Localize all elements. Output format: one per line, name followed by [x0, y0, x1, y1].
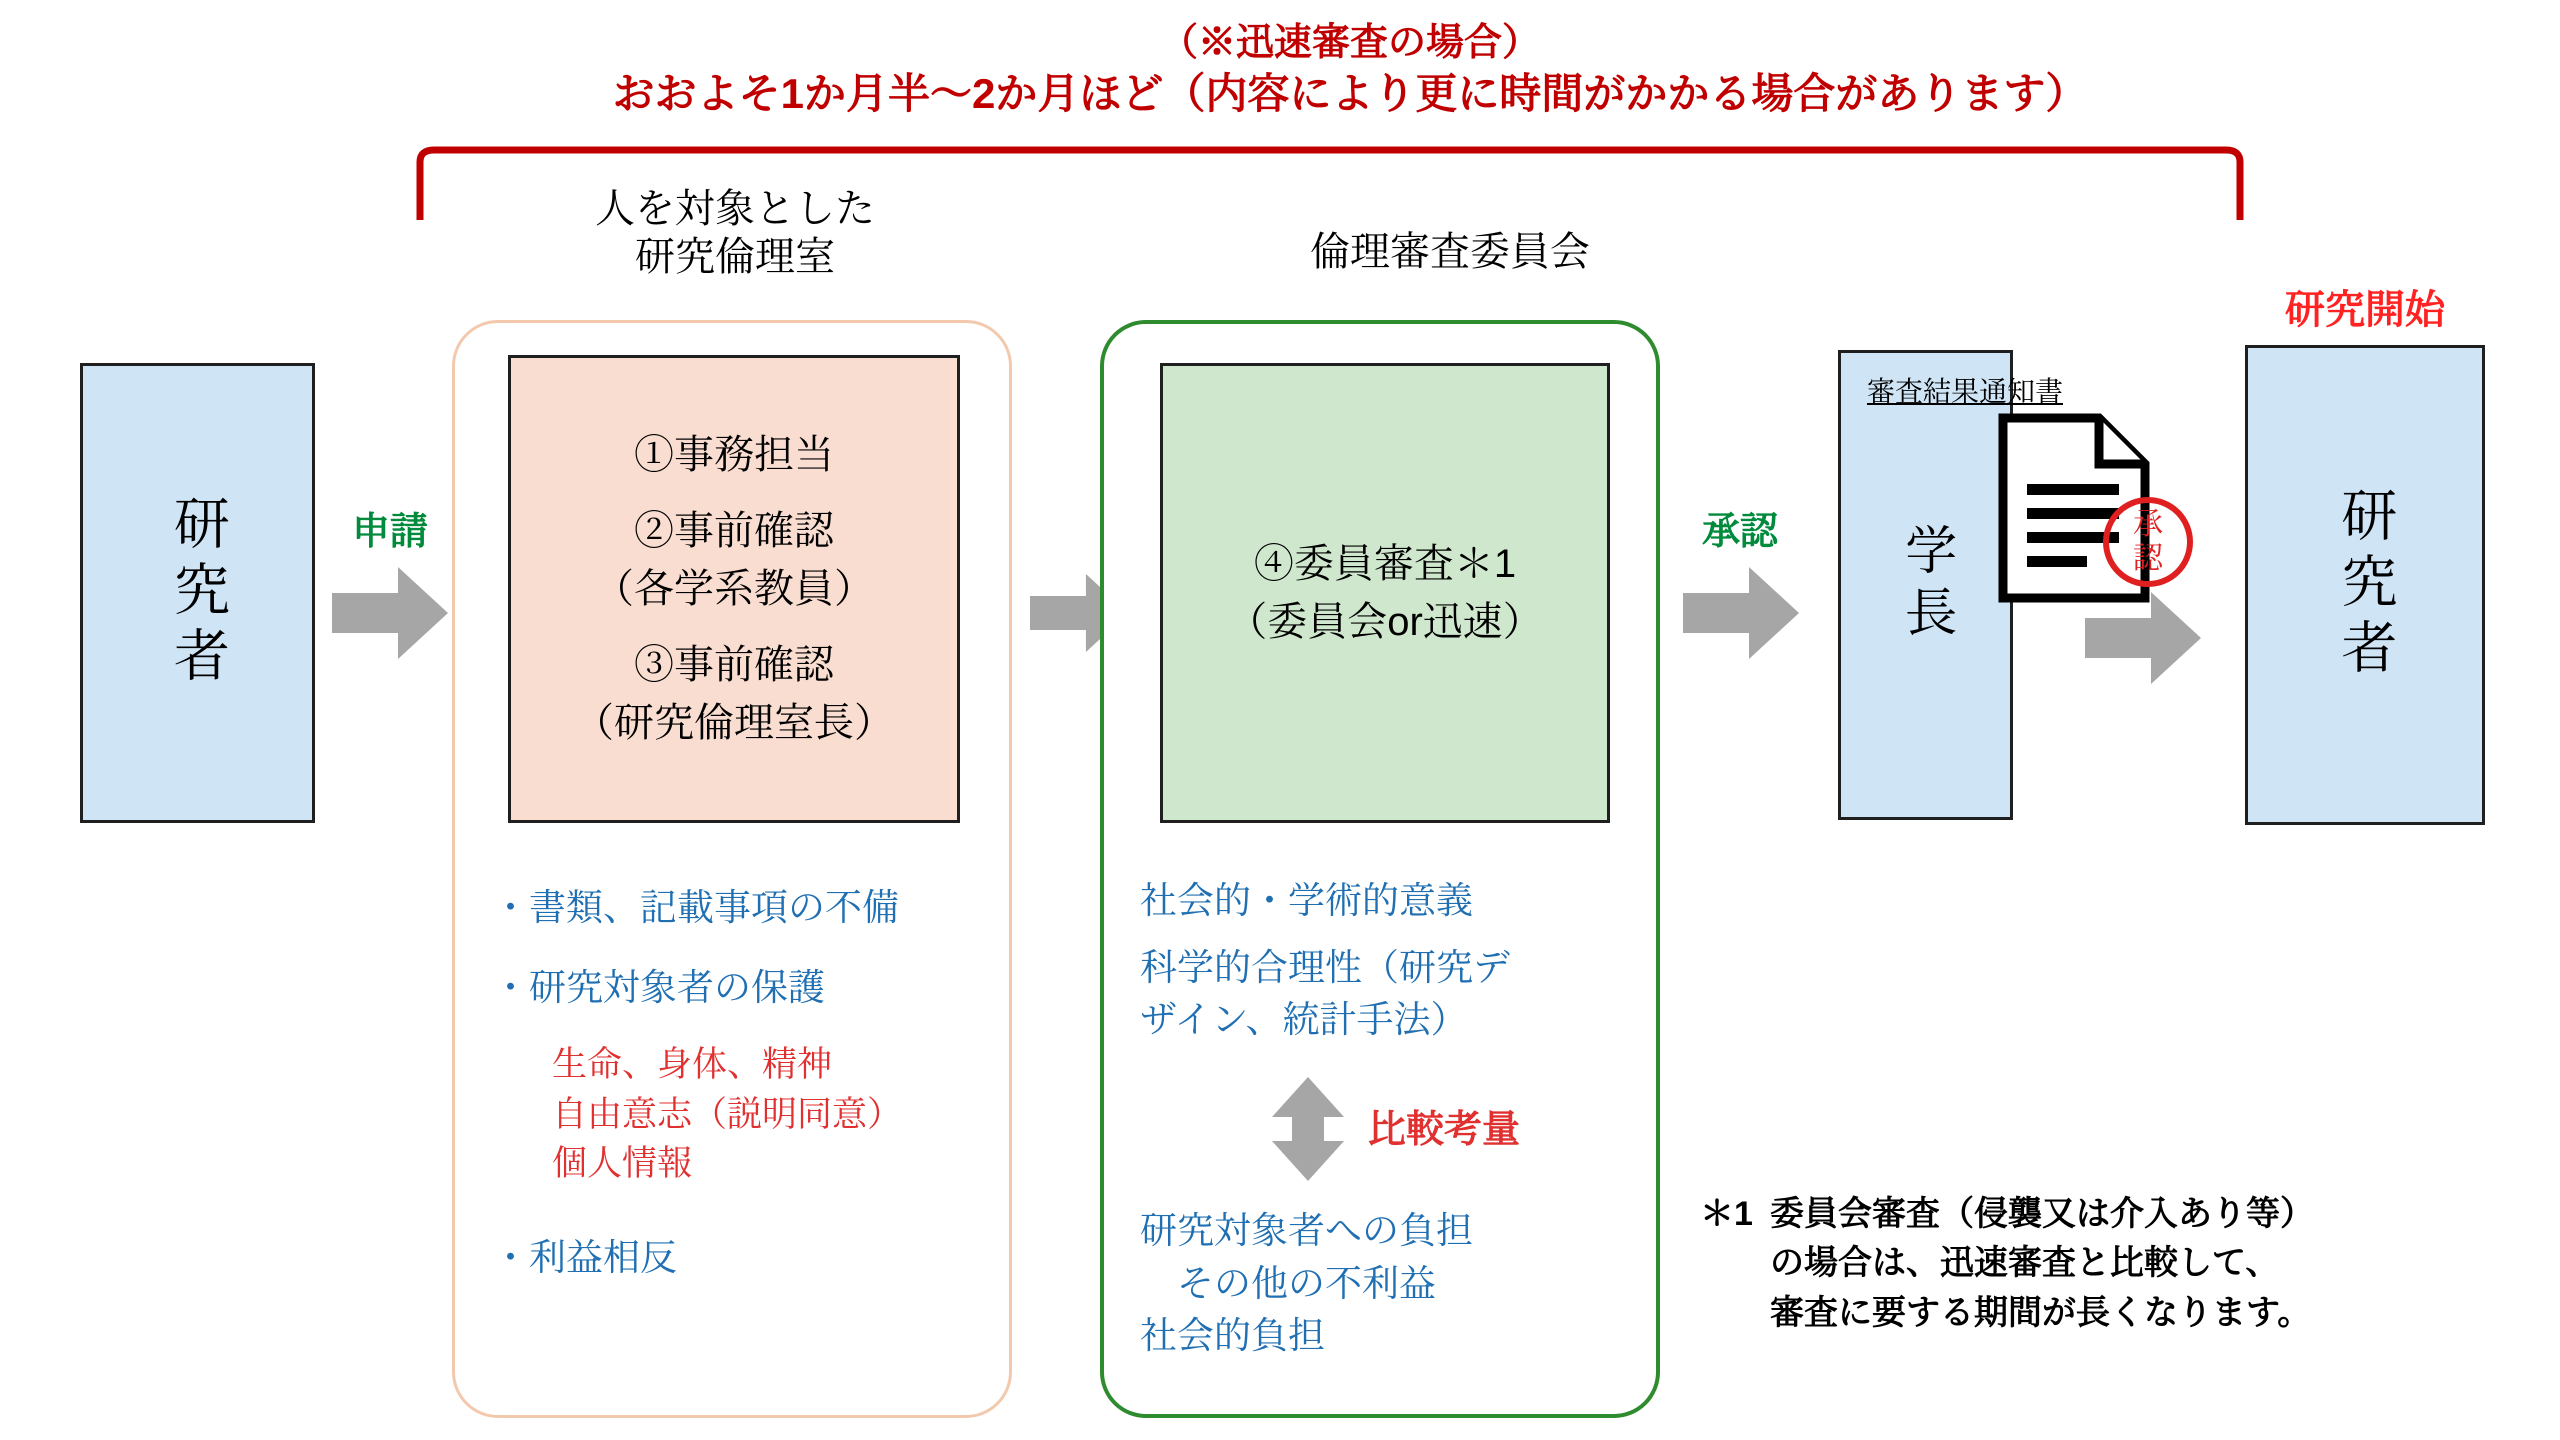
- heading-ethics-office-line1: 人を対象とした: [595, 187, 875, 231]
- label-approval: 承認: [1701, 511, 1778, 553]
- office-subnote-protection: [552, 1040, 1052, 1189]
- committee-step-1: ④委員審査＊1: [1253, 542, 1517, 586]
- label-application: 申請: [351, 511, 428, 553]
- heading-ethics-office-line2: 研究倫理室: [635, 235, 835, 279]
- office-step-2: ②事前確認: [634, 509, 834, 553]
- footnote-marker: ＊1: [1700, 1195, 1753, 1233]
- label-comparative-consideration: 比較考量: [1368, 1109, 1521, 1151]
- committee-note-top-3: ザイン、統計手法）: [1140, 999, 1468, 1041]
- office-steps-list: [511, 358, 957, 820]
- box-researcher-left: [80, 363, 315, 823]
- footnote-line3: 審査に要する期間が長くなります。: [1770, 1293, 2312, 1332]
- office-subnote-line2: 自由意志（説明同意）: [552, 1094, 903, 1134]
- box-researcher-left-label: 研究者: [166, 494, 230, 692]
- box-president: [1838, 350, 2013, 820]
- footnote-text: [1770, 1190, 2314, 1338]
- timeline-note-line1: （※迅速審査の場合）: [1159, 22, 1540, 64]
- arrow-compare-icon: [1268, 1075, 1348, 1183]
- committee-note-bottom-2: その他の不利益: [1140, 1262, 1436, 1304]
- footnote-line1: 委員会審査（侵襲又は介入あり等）: [1770, 1195, 2314, 1233]
- footnote-block: [1700, 1190, 2530, 1338]
- office-bullet-coi: ・利益相反: [492, 1237, 677, 1278]
- timeline-note-line2: おおよそ1か月半〜2か月ほど（内容により更に時間がかかる場合があります）: [612, 69, 2088, 117]
- office-subnote-line1: 生命、身体、精神: [552, 1045, 833, 1084]
- arrow-approve-icon: [1678, 565, 1806, 661]
- box-committee-review: [1160, 363, 1610, 823]
- committee-note-bottom-3: 社会的負担: [1140, 1315, 1325, 1357]
- arrow-notify-researcher-icon: [2080, 590, 2208, 686]
- office-bullet-protection: ・研究対象者の保護: [492, 967, 825, 1008]
- svg-text:認: 認: [2133, 542, 2163, 575]
- office-step-3: ③事前確認: [634, 643, 834, 687]
- committee-notes-top: [1140, 875, 1660, 1047]
- svg-text:承: 承: [2133, 508, 2163, 541]
- arrow-apply-icon: [332, 565, 450, 661]
- committee-step-1-sub: （委員会or迅速）: [1227, 600, 1543, 644]
- committee-note-bottom-1: 研究対象者への負担: [1140, 1210, 1473, 1251]
- footnote-line2: の場合は、迅速審査と比較して、: [1770, 1244, 2280, 1283]
- office-step-1: ①事務担当: [634, 433, 834, 477]
- timeline-note: [480, 20, 2220, 120]
- heading-committee: 倫理審査委員会: [1310, 230, 1590, 274]
- committee-notes-bottom: [1140, 1205, 1660, 1363]
- label-review-result-notice: 審査結果通知書: [1866, 376, 2063, 407]
- committee-steps-list: [1163, 366, 1607, 820]
- heading-ethics-office: [455, 185, 1015, 281]
- office-step-3-sub: （研究倫理室長）: [574, 701, 894, 745]
- office-subnote-line3: 個人情報: [552, 1144, 693, 1184]
- box-office-steps: [508, 355, 960, 823]
- box-researcher-right: [2245, 345, 2485, 825]
- box-president-label: 学長: [1896, 523, 1955, 647]
- committee-note-top-2: 科学的合理性（研究デ: [1140, 946, 1510, 988]
- label-research-start: 研究開始: [2285, 288, 2445, 332]
- box-researcher-right-label: 研究者: [2334, 486, 2398, 684]
- office-step-2-sub: （各学系教員）: [594, 567, 874, 611]
- office-bullet-documents: ・書類、記載事項の不備: [492, 887, 899, 928]
- approval-stamp-icon: [2098, 492, 2198, 592]
- committee-note-top-1: 社会的・学術的意義: [1140, 880, 1473, 921]
